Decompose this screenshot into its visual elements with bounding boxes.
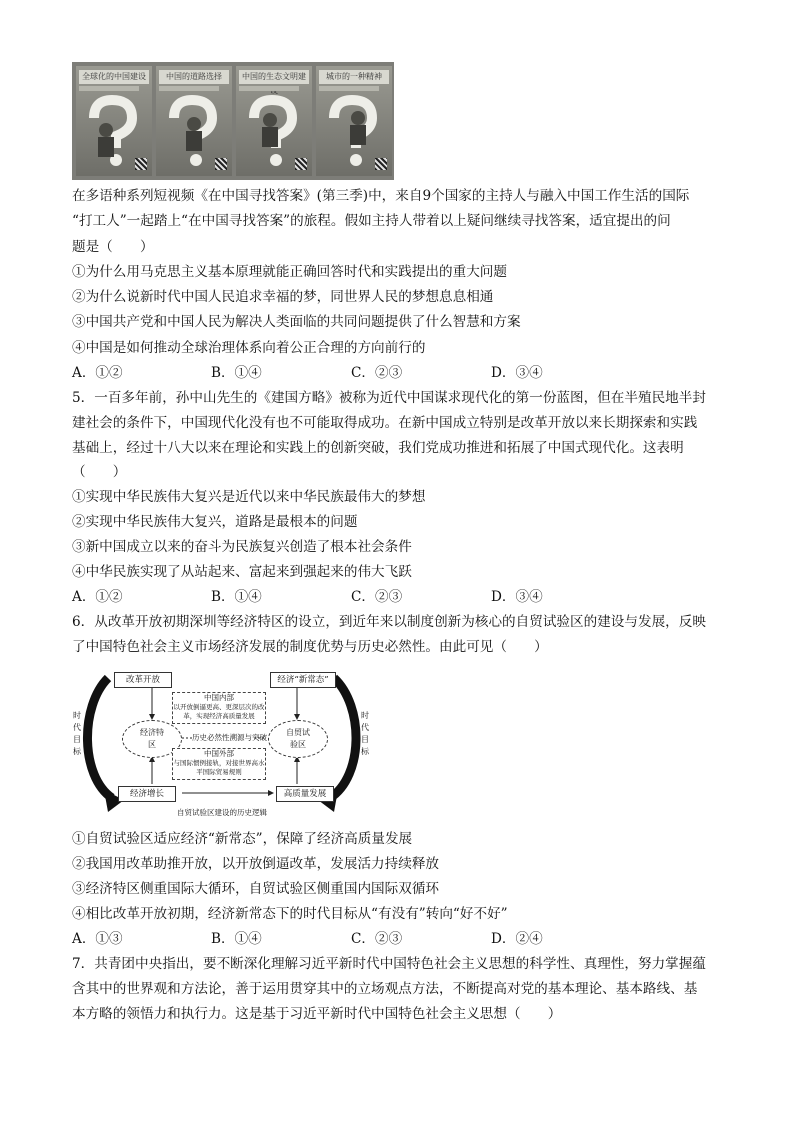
qr-code-icon [295, 158, 307, 170]
qr-code-icon [375, 158, 387, 170]
inner-foreign-box [172, 748, 266, 780]
right-side-label: 时代目标 [361, 711, 369, 756]
qr-code-icon [215, 158, 227, 170]
poster-panel [236, 66, 312, 176]
q6-option-a: A．①③ [72, 931, 123, 947]
q7-stem-line: 7．共青团中央指出，要不断深化理解习近平新时代中国特色社会主义思想的科学性、真理性，努力掌握蕴 [72, 956, 706, 972]
poster-panel-header: 中国的生态文明建 [239, 70, 309, 84]
inner-foreign-text: 与国际惯例接轨，对接世界高水 [173, 759, 265, 767]
inner-domestic-title: 中国内部 [204, 693, 234, 702]
q7-stem-line: 本方略的领悟力和执行力。这是基于习近平新时代中国特色社会主义思想（ ） [72, 1006, 562, 1022]
poster-panel-header: 城市的一种精神 [319, 70, 389, 84]
q4-stem-line: “打工人”一起踏上“在中国寻找答案”的旅程。假如主持人带着以上疑问继续寻找答案，适宜提出的问 [72, 213, 671, 229]
oval-free-trade-zone-label: 自贸试验区 [286, 728, 310, 749]
q4-item: ④中国是如何推动全球治理体系向着公正合理的方向前行的 [72, 340, 426, 356]
q4-option-c: C．②③ [351, 365, 403, 381]
q5-stem-line: 基础上，经过十八大以来在理论和实践上的创新突破，我们党成功推进和拓展了中国式现代化。这表明 [72, 440, 684, 456]
q5-stem-line: 建社会的条件下，中国现代化没有也不可能取得成功。在新中国成立特别是改革开放以来长期探索和实践 [72, 415, 698, 431]
q4-option-d: D．③④ [491, 365, 543, 381]
q7-stem-line: 含其中的世界观和方法论，善于运用贯穿其中的立场观点方法，不断提高对党的基本理论、基本路线、基 [72, 981, 698, 997]
poster-panel [316, 66, 392, 176]
inner-domestic-text: 以开放倒逼更高、更深层次的改 [173, 703, 265, 711]
q6-option-c: C．②③ [351, 931, 403, 947]
q6-item: ①自贸试验区适应经济“新常态”，保障了经济高质量发展 [72, 831, 413, 847]
oval-special-economic-zone-label: 经济特区 [140, 728, 164, 749]
inner-foreign-title: 中国外部 [204, 749, 234, 758]
q5-option-d: D．③④ [491, 589, 543, 605]
poster-photo [72, 62, 394, 180]
left-side-label: 时代目标 [73, 711, 81, 756]
middle-label: 历史必然性溯源与突破 [192, 733, 267, 742]
q6-item: ③经济特区侧重国际大循环，自贸试验区侧重国内国际双循环 [72, 881, 440, 897]
q5-stem-line: （ ） [72, 464, 127, 480]
q5-option-c: C．②③ [351, 589, 403, 605]
box-reform-opening: 改革开放 [114, 672, 172, 688]
q4-item: ③中国共产党和中国人民为解决人类面临的共同问题提供了什么智慧和方案 [72, 314, 521, 330]
question-mark-graphic [84, 96, 140, 168]
inner-foreign-text: 平国际贸易规则 [196, 768, 242, 776]
diagram-caption: 自贸试验区建设的历史逻辑 [177, 808, 267, 817]
q6-item: ②我国用改革助推开放，以开放倒逼改革，发展活力持续释放 [72, 856, 440, 872]
box-high-quality-development: 高质量发展 [276, 786, 334, 802]
q6-stem-line: 了中国特色社会主义市场经济发展的制度优势与历史必然性。由此可见（ ） [72, 639, 548, 655]
inner-domestic-text: 革，实现经济高质量发展 [183, 712, 255, 720]
q6-option-b: B．①④ [211, 931, 262, 947]
q6-option-d: D．②④ [491, 931, 543, 947]
q6-stem-line: 6．从改革开放初期深圳等经济特区的设立，到近年来以制度创新为核心的自贸试验区的建设与发展，反映 [72, 614, 706, 630]
poster-panel-header: 中国的道路选择 [159, 70, 229, 84]
q4-option-b: B．①④ [211, 365, 262, 381]
q5-stem-line: 5．一百多年前，孙中山先生的《建国方略》被称为近代中国谋求现代化的第一份蓝图，但在半殖民地半封 [72, 390, 706, 406]
qr-code-icon [135, 158, 147, 170]
q5-item: ②实现中华民族伟大复兴，道路是最根本的问题 [72, 514, 358, 530]
q5-option-a: A．①② [72, 589, 123, 605]
q4-item: ②为什么说新时代中国人民追求幸福的梦，同世界人民的梦想息息相通 [72, 289, 494, 305]
question-mark-graphic [164, 96, 220, 168]
poster-panel [156, 66, 232, 176]
q5-item: ①实现中华民族伟大复兴是近代以来中华民族最伟大的梦想 [72, 489, 426, 505]
poster-panel [76, 66, 152, 176]
history-logic-diagram [72, 666, 372, 822]
q4-stem-line: 在多语种系列短视频《在中国寻找答案》(第三季)中，来自9个国家的主持人与融入中国工作生活的国际 [72, 188, 690, 204]
q4-item: ①为什么用马克思主义基本原理就能正确回答时代和实践提出的重大问题 [72, 264, 507, 280]
q5-item: ④中华民族实现了从站起来、富起来到强起来的伟大飞跃 [72, 564, 412, 580]
q4-stem-line: 题是（ ） [72, 239, 154, 255]
question-mark-graphic [324, 96, 380, 168]
q6-item: ④相比改革开放初期，经济新常态下的时代目标从“有没有”转向“好不好” [72, 906, 508, 922]
q5-item: ③新中国成立以来的奋斗为民族复兴创造了根本社会条件 [72, 539, 412, 555]
inner-domestic-box [172, 692, 266, 724]
box-new-normal: 经济“新常态” [270, 672, 336, 688]
poster-panel-header: 全球化的中国建设 [79, 70, 149, 84]
q4-option-a: A．①② [72, 365, 123, 381]
oval-free-trade-zone [268, 720, 328, 758]
box-economic-growth: 经济增长 [118, 786, 176, 802]
q5-option-b: B．①④ [211, 589, 262, 605]
question-mark-graphic [244, 96, 300, 168]
